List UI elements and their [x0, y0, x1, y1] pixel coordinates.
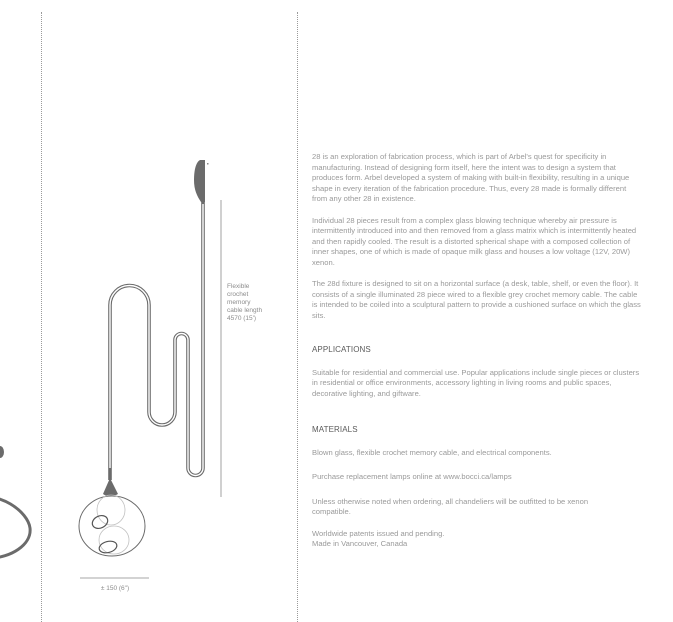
materials-text: Blown glass, flexible crochet memory cable, and electrical components. [312, 447, 552, 457]
materials-heading: MATERIALS [312, 425, 358, 434]
patents-text: Worldwide patents issued and pending. [312, 528, 445, 538]
made-in-text: Made in Vancouver, Canada [312, 539, 408, 548]
product-description-column [312, 152, 642, 550]
width-dimension-label: ± 150 (6") [100, 585, 130, 592]
callout-line: Flexible [227, 283, 250, 290]
callout-line: 4570 (15') [227, 315, 257, 322]
description-paragraph: 28 is an exploration of fabrication process, which is part of Arbel's quest for specificity in manufacturing. Instead of designing form itself, here the intent was to design a system that produces form. Arbel developed a system of making with built-in flexibility, resulting in a unique shape in every iteration of the fabrication procedure. Thus, every 28 made is formally different from any other 28 in existence. [312, 152, 630, 203]
description-paragraph: Individual 28 pieces result from a complex glass blowing technique whereby air pressure is intermittently introduced into and then removed from a glass matrix which is intermittently heated and then rapidly cooled. The result is a distorted spherical shape with a composed collection of inner shapes, one of which is made of opaque milk glass and houses a low voltage (12V, 20W) xenon. [312, 215, 637, 267]
cable-length-callout [227, 283, 287, 323]
adjacent-drawing-fragment [0, 446, 30, 558]
description-paragraph: The 28d fixture is designed to sit on a horizontal surface (a desk, table, shelf, or even the floor). It consists of a single illuminated 28 piece wired to a flexible grey crochet memory cable. The cable is intended to be coiled into a sculptural pattern to provide a cushioned surface on which the glass sits. [312, 279, 641, 320]
applications-text: Suitable for residential and commercial use. Popular applications include single pieces or clusters in residential or office environments, accessory lighting in living rooms and public spaces, decorative lighting, and giftware. [312, 367, 640, 398]
crochet-cable [110, 200, 203, 482]
plug-dot [207, 163, 209, 165]
callout-line: cable length [227, 307, 263, 314]
callout-line: crochet [227, 291, 249, 298]
callout-line: memory [227, 299, 251, 306]
glass-cap-cone [103, 478, 118, 496]
glass-globe [79, 495, 145, 556]
applications-heading: APPLICATIONS [312, 345, 371, 354]
origin-block [312, 529, 642, 550]
xenon-note: Unless otherwise noted when ordering, all chandeliers will be outfitted to be xenon compatible. [312, 496, 589, 516]
replacement-lamps-link-text: Purchase replacement lamps online at www.bocci.ca/lamps [312, 472, 512, 481]
plug-icon [194, 160, 205, 202]
